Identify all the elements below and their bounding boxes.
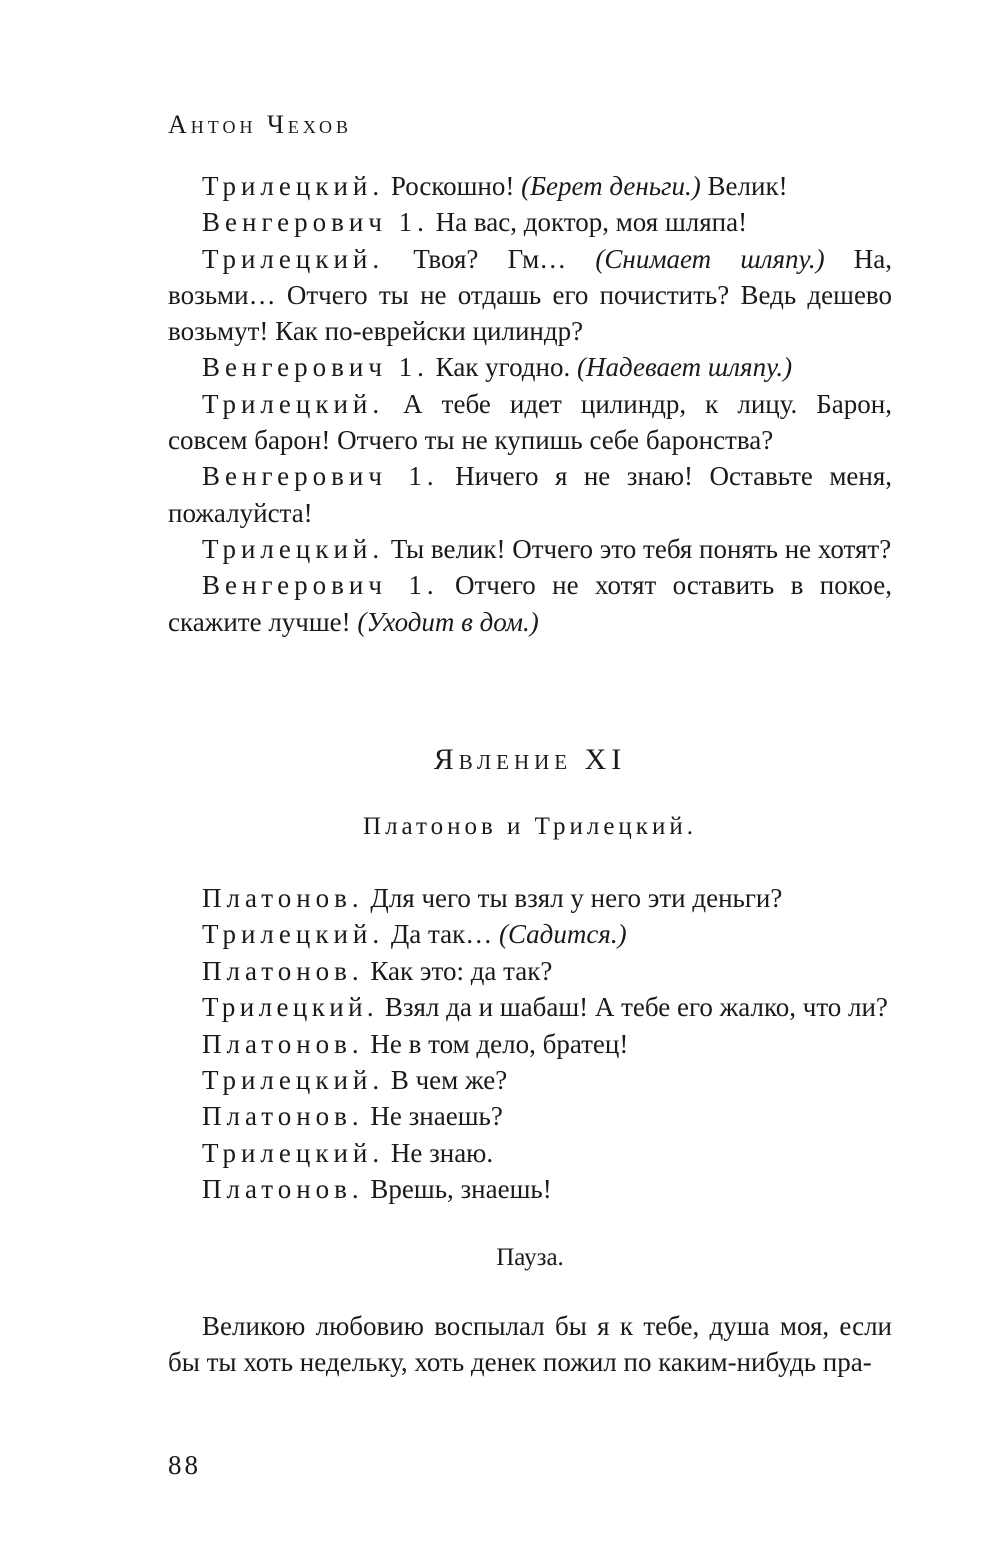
speech-text: Не знаю. [390,1137,494,1168]
speech-text: В чем же? [390,1065,508,1096]
speaker-name: Трилецкий. [202,992,379,1023]
speech-line [168,204,892,240]
dialogue-block-bottom [168,1308,892,1381]
speech-line [168,168,892,204]
speech-line [168,241,892,350]
stage-direction: (Садится.) [498,919,627,950]
speech-text: Великою любовию воспылал бы я к тебе, душа моя, если бы ты хоть недельку, хоть денек пожил по каким-нибудь пра- [168,1311,892,1378]
scene-cast: Платонов и Трилецкий. [363,813,697,840]
speaker-name: Трилецкий. [202,919,385,950]
speech-text: Роскошно! [390,171,515,201]
speaker-name: Трилецкий. [202,533,385,564]
stage-direction: (Уходит в дом.) [357,606,539,637]
speech-line [168,916,892,952]
speech-line [168,1171,892,1207]
speech-line [168,567,892,640]
speech-text: Взял да и шабаш! А тебе его жалко, что ли? [384,992,888,1023]
speaker-name: Венгерович 1. [202,461,439,492]
speaker-name: Платонов. [202,955,364,986]
speech-text: На, возьми… Отчего ты не отдашь его почистить? Ведь дешево возьмут! Как по-еврейски цилиндр? [168,243,893,347]
speech-line [168,531,892,567]
dialogue-block-scene [168,880,892,1208]
stage-direction: (Снимает шляпу.) [595,243,825,274]
speech-text: А тебе идет цилиндр, к лицу. Барон, совсем барон! Отчего ты не купишь себе баронства? [168,388,892,456]
speech-text: Твоя? Гм… [413,243,567,274]
speech-text: Отчего не хотят оставить в покое, скажите лучше! [168,570,893,637]
speech-line [168,1062,892,1098]
speech-line [168,880,892,916]
speech-text: Велик! [707,171,788,201]
speaker-name: Венгерович 1. [202,207,429,238]
speech-line [168,1135,892,1171]
speech-text: Не в том дело, братец! [370,1028,629,1059]
speaker-name: Венгерович 1. [202,352,429,383]
dialogue-block-top [168,168,892,640]
speech-text: Как угодно. [435,352,571,383]
speech-text: Врешь, знаешь! [370,1174,552,1205]
stage-direction-pause: Пауза. [496,1244,564,1271]
speaker-name: Трилецкий. [202,243,385,274]
speaker-name: Платонов. [202,1101,364,1132]
speech-line [168,953,892,989]
speaker-name: Платонов. [202,1174,364,1205]
speaker-name: Венгерович 1. [202,570,439,601]
speech-line [168,458,892,531]
speaker-name: Трилецкий. [202,388,385,419]
speaker-name: Трилецкий. [202,171,385,201]
speech-text: Не знаешь? [370,1101,503,1132]
speech-line [168,349,892,385]
speech-line [168,1026,892,1062]
speech-text: Как это: да так? [370,955,553,986]
speech-text: Для чего ты взял у него эти деньги? [370,883,783,913]
speech-text: На вас, доктор, моя шляпа! [435,207,748,238]
running-head: Антон Чехов [168,110,353,139]
speech-text: Ничего я не знаю! Оставьте меня, пожалуйста! [168,461,893,528]
stage-direction: (Берет деньги.) [521,171,701,201]
speaker-name: Платонов. [202,1028,364,1059]
scene-title: Явление XI [433,743,627,776]
speech-line [168,989,892,1025]
speech-line [168,1098,892,1134]
speaker-name: Трилецкий. [202,1137,385,1168]
speaker-name: Платонов. [202,883,364,913]
speech-line [168,386,892,459]
speech-text: Ты велик! Отчего это тебя понять не хотят? [390,533,892,564]
speech-text: Да так… [390,919,493,950]
speaker-name: Трилецкий. [202,1065,385,1096]
stage-direction: (Надевает шляпу.) [577,352,793,383]
page-number: 88 [168,1450,201,1480]
